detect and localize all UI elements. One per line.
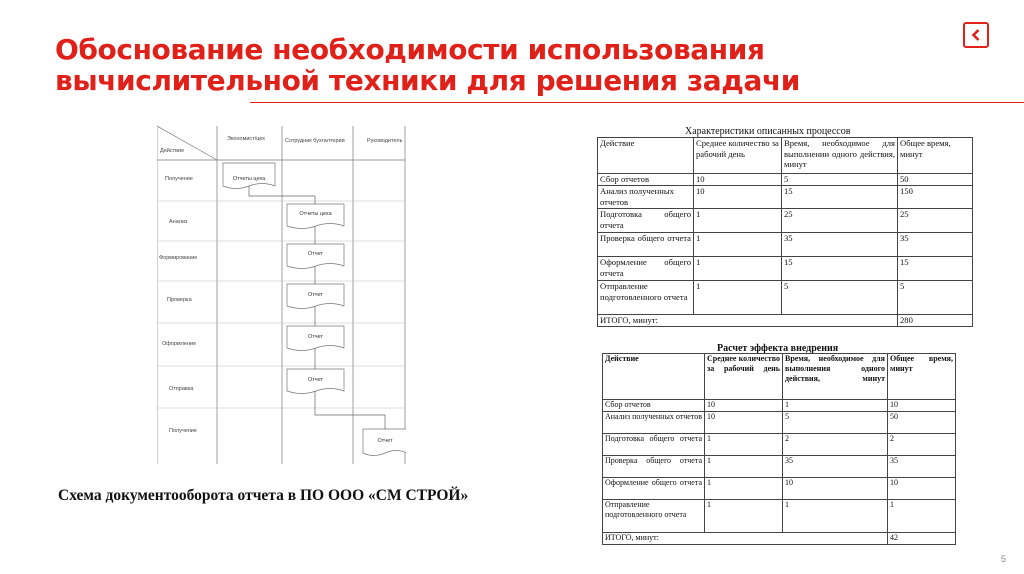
table-cell: 10	[705, 400, 783, 412]
table-cell: Оформление общего отчета	[603, 478, 705, 500]
table-cell: 1	[783, 400, 888, 412]
diagram-doc-label: Отчет	[307, 251, 324, 257]
table-cell: 5	[898, 281, 973, 315]
table-cell: 5	[782, 174, 898, 186]
document-flow-diagram	[157, 126, 406, 465]
process-characteristics-table	[597, 137, 973, 327]
table-row	[603, 456, 956, 478]
diagram-doc-label: Отчет	[307, 334, 324, 340]
slide-title-line-2: вычислительной техники для решения задачи	[55, 64, 801, 97]
table-cell: 1	[783, 500, 888, 533]
table-cell: Сбор отчетов	[598, 174, 694, 186]
table-total-row	[598, 315, 973, 327]
table-cell: 35	[898, 233, 973, 257]
table-cell: Проверка общего отчета	[598, 233, 694, 257]
table-cell: 5	[783, 412, 888, 434]
back-arrow-icon	[969, 28, 983, 42]
table-header-cell: Среднее количество за рабочий день	[694, 138, 782, 174]
table-cell: 10	[888, 400, 956, 412]
diagram-column-1: Экономист/цех	[227, 136, 266, 142]
table-cell: Проверка общего отчета	[603, 456, 705, 478]
table-cell: 10	[705, 412, 783, 434]
table-cell: 10	[694, 186, 782, 209]
slide-title-line-1: Обоснование необходимости использования	[55, 33, 765, 66]
diagram-column-3: Руководитель	[367, 138, 403, 144]
diagram-header-action: Действие	[160, 148, 185, 154]
diagram-row-label: Анализ	[169, 219, 188, 225]
table-cell: 5	[782, 281, 898, 315]
table-cell: 1	[694, 233, 782, 257]
table-cell: 1	[705, 456, 783, 478]
table1-caption: Характеристики описанных процессов	[685, 126, 851, 137]
table-cell: 1	[694, 257, 782, 281]
table-total-value: 42	[888, 533, 956, 545]
page-number: 5	[1000, 554, 1006, 564]
table-header-cell: Действие	[603, 354, 705, 400]
diagram-doc-label: Отчет	[377, 438, 393, 444]
table-cell: 15	[782, 257, 898, 281]
table-header-cell: Среднее количество за рабочий день	[705, 354, 783, 400]
table-row	[598, 233, 973, 257]
diagram-column-2: Сотрудник бухгалтерии	[285, 138, 345, 144]
diagram-row-label: Проверка	[167, 297, 192, 303]
table-cell: 1	[705, 434, 783, 456]
table-row	[598, 257, 973, 281]
diagram-doc-label: Отчет	[307, 292, 324, 298]
table-total-label: ИТОГО, минут:	[603, 533, 888, 545]
back-button[interactable]	[963, 22, 989, 48]
table-row	[603, 478, 956, 500]
table-cell: Сбор отчетов	[603, 400, 705, 412]
table2-caption: Расчет эффекта внедрения	[717, 343, 839, 354]
table-cell: 35	[888, 456, 956, 478]
table-cell: 1	[694, 209, 782, 233]
table-header-cell: Общее время, минут	[888, 354, 956, 400]
implementation-effect-table	[602, 353, 956, 545]
diagram-row-label: Оформление	[162, 341, 197, 347]
diagram-doc-label: Отчеты цеха	[232, 176, 266, 182]
table-total-row	[603, 533, 956, 545]
table-cell: Оформление общего отчета	[598, 257, 694, 281]
table-cell: Подготовка общего отчета	[603, 434, 705, 456]
table-header-cell: Время, необходимое для выполнении одного действия, минут	[782, 138, 898, 174]
diagram-row-label: Отправка	[169, 386, 194, 392]
table-cell: Отправление подготовленного отчета	[598, 281, 694, 315]
diagram-row-label: Получение	[169, 428, 197, 434]
table-header-row	[598, 138, 973, 174]
table-cell: 50	[898, 174, 973, 186]
table-row	[603, 400, 956, 412]
table-cell: 10	[888, 478, 956, 500]
table-cell: 1	[888, 500, 956, 533]
diagram-row-label: Формирование	[159, 255, 198, 261]
table-row	[603, 412, 956, 434]
table-cell: 2	[888, 434, 956, 456]
table-cell: Анализ полученных отчетов	[598, 186, 694, 209]
table-cell: 15	[782, 186, 898, 209]
diagram-doc-label: Отчеты цеха	[299, 211, 332, 217]
table-cell: 15	[898, 257, 973, 281]
table-cell: 10	[783, 478, 888, 500]
diagram-doc-label: Отчет	[307, 377, 324, 383]
table-cell: 150	[898, 186, 973, 209]
table-cell: 2	[783, 434, 888, 456]
table-cell: 1	[694, 281, 782, 315]
table-cell: Отправление подготовленного отчета	[603, 500, 705, 533]
table-total-value: 280	[898, 315, 973, 327]
table-cell: 35	[782, 233, 898, 257]
table-row	[598, 186, 973, 209]
slide-title	[55, 34, 915, 96]
title-underline	[250, 102, 1024, 103]
table-cell: 1	[705, 500, 783, 533]
table-cell: Подготовка общего отчета	[598, 209, 694, 233]
table-cell: 10	[694, 174, 782, 186]
table-row	[598, 209, 973, 233]
diagram-caption: Схема документооборота отчета в ПО ООО «СМ СТРОЙ»	[58, 487, 469, 504]
table-row	[603, 500, 956, 533]
table-row	[598, 174, 973, 186]
table-row	[598, 281, 973, 315]
table-header-cell: Время, необходимое для выполнения одного действия, минут	[783, 354, 888, 400]
table-cell: 50	[888, 412, 956, 434]
table-cell: 25	[898, 209, 973, 233]
table-cell: 1	[705, 478, 783, 500]
table-cell: Анализ полученных отчетов	[603, 412, 705, 434]
table-header-cell: Действие	[598, 138, 694, 174]
table-header-cell: Общее время, минут	[898, 138, 973, 174]
table-cell: 25	[782, 209, 898, 233]
table-total-label: ИТОГО, минут:	[598, 315, 898, 327]
table-header-row	[603, 354, 956, 400]
table-row	[603, 434, 956, 456]
diagram-row-label: Получение	[165, 176, 193, 182]
table-cell: 35	[783, 456, 888, 478]
